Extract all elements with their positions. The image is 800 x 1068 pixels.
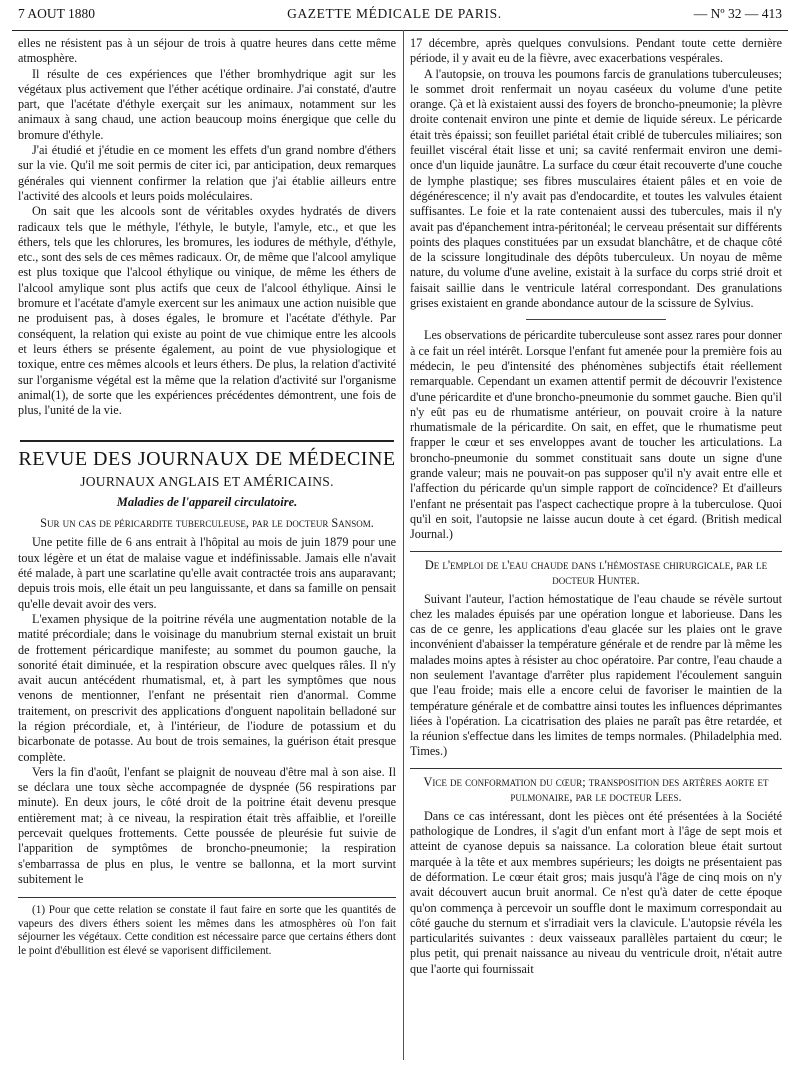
paragraph: L'examen physique de la poitrine révéla une augmentation notable de la matité précordiale; dans le voisinage du manubrium sternal existait un bruit de frottement péricardique manifeste; au sommet du poumon gauche, la sonorité était diminuée, et la respiration obscure avec quelques râles. Il n'y avait aucun antécédent rhumatismal, et, à part les symptômes que nous venons de mentionner, l'enfant ne présentait rien d'anormal. Comme traitement, on prescrivit des applications d'onguent napolitain belladoné sur la région précordiale, et, à l'intérieur, de l'iodure de potassium et du bicarbonate de potasse. Au bout de trois semaines, la guérison était presque complète.: [18, 611, 396, 764]
section-heading: [18, 440, 396, 510]
paragraph: J'ai étudié et j'étudie en ce moment les effets d'un grand nombre d'éthers sur la vie. Qu'il me soit permis de citer ici, par anticipation, deux remarques générales qui viennent confirmer la relation que j'ai établie ailleurs entre l'activité des alcools et leurs poids moléculaires.: [18, 143, 396, 203]
footnote: (1) Pour que cette relation se constate il faut faire en sorte que les quantités de vapeurs des divers éthers soient les mêmes dans les atmosphères où l'on fait séjourner les végétaux. Cette condition est nécessaire parce que certains éthers dont le point d'ébullition est élevé se vaporisent difficilement.: [18, 904, 396, 958]
page-header: [12, 6, 788, 31]
article-title: Sur un cas de péricardite tuberculeuse, par le docteur Sansom.: [40, 516, 374, 531]
paragraph: On sait que les alcools sont de véritables oxydes hydratés de divers radicaux tels que le méthyle, l'éthyle, le butyle, l'amyle, etc., et que les éthers, tels que les chlorures, les bromures, les iodures de méthyle, d'éthyle, etc., sont des sels de ces mêmes radicaux. Or, de même que l'alcool amylique est plus toxique que l'alcool éthylique ou vinique, de même les éthers de l'alcool amylique sont plus actifs que ceux de l'alcool éthylique. Ainsi le bromure et l'acétate d'amyle exercent sur les animaux une action nuisible que ne produisent pas, à doses égales, le bromure et l'acétate d'éthyle. Par conséquent, la relation qui existe au point de vue chimique entre les alcools et leurs éthers se présente également, au point de vue physiologique et toxique, entre ces mêmes alcools et leurs éthers. De plus, la relation d'activité sur l'organisme végétal est la même que la relation d'activité sur l'organisme animal(1), de sorte que les expériences précédentes démontrent, une fois de plus, l'unité de la vie.: [18, 204, 396, 418]
separator: [526, 319, 666, 320]
paragraph: Les observations de péricardite tuberculeuse sont assez rares pour donner à ce fait un réel intérêt. Lorsque l'enfant fut amenée pour la première fois au médecin, le peu d'intensité des phénomènes subjectifs était réellement remarquable. Cependant un examen attentif permit de découvrir l'existence d'une péricardite et d'une broncho-pneumonie du sommet gauche. Bien qu'il n'y eût pas eu de rhumatisme antérieur, on pouvait croire à la nature rhumatismale de la péricardite. On sait, en effet, que le rhumatisme peut frapper le cœur et ses enveloppes avant de toucher les articulations. La broncho-pneumonie du sommet constituait sans doute un signe d'une grande valeur; mais ne pouvait-on pas supposer qu'il n'y avait entre elle et l'affection du péricarde qu'un simple rapport de coïncidence? Et d'ailleurs l'enfant ne présentait pas l'aspect cachectique propre à la tuberculose. Quoi qu'il en soit, l'autopsie ne laisse aucun doute à cet égard. (British medical Journal.): [410, 328, 782, 542]
separator: [410, 768, 782, 769]
paragraph: Une petite fille de 6 ans entrait à l'hôpital au mois de juin 1879 pour une toux légère et un état de malaise vague et indéfinissable. Jamais elle n'avait été malade, à part une scarlatine qu'elle avait contractée trois ans auparavant; depuis trois mois, elle était un peu languissante, et dans sa famille on pensait qu'elle devait avoir des vers.: [18, 535, 396, 611]
section-title: REVUE DES JOURNAUX DE MÉDECINE: [18, 448, 396, 471]
header-date: 7 AOUT 1880: [18, 6, 96, 21]
article-title: Vice de conformation du cœur; transposition des artères aorte et pulmonaire, par le docteur Lees.: [423, 774, 769, 804]
newspaper-page: [12, 6, 788, 1062]
paragraph: A l'autopsie, on trouva les poumons farcis de granulations tuberculeuses; le sommet droit renfermait un noyau caséeux du volume d'une petite orange. Çà et là existaient aussi des foyers de broncho-pneumonie; la plèvre droite contenait environ une pinte et demie de liquide séreux. Le péricarde était très épaissi; son feuillet pariétal était criblé de tubercules miliaires; son feuillet viscéral était lisse et uni; sa cavité renfermait environ une demi-once d'un liquide jaunâtre. La surface du cœur était recouverte d'une couche de lymphe plastique; ses fibres musculaires étaient pâles et en voie de dégénérescence; il n'y avait pas d'endocardite, et toutes les valvules étaient suffisantes. Le foie et la rate contenaient aussi des tubercules, mais il n'y avait pas d'épanchement intra-péritonéal; le cerveau présentait sur différents points des plaques constituées par un exsudat blanchâtre, et de chaque côté de la scissure longitudinale des dépôts tuberculeux. Un noyau de même nature, du volume d'une aveline, existait à la surface du corps strié droit et faisait saillie dans le ventricule latéral correspondant. Des granulations grises existaient en grande abondance autour de la scissure de Sylvius.: [410, 66, 782, 311]
paragraph: Vers la fin d'août, l'enfant se plaignit de nouveau d'être mal à son aise. Il se déclara une toux sèche accompagnée de dyspnée (56 respirations par minute). En deux jours, le côté droit de la poitrine était devenu presque entièrement mat; à ce niveau, la respiration était très affaiblie, et l'oreille percevait quelques frottements. Cette poussée de pleurésie fut suivie de l'apparition de symptômes de broncho-pneumonie; la respiration s'embarrassa de plus en plus, le ventre se ballonna, et la mort survint subitement le: [18, 764, 396, 886]
paragraph: Dans ce cas intéressant, dont les pièces ont été présentées à la Société pathologique de Londres, il s'agit d'un enfant mort à l'âge de sept mois et atteint de cyanose depuis sa naissance. La coloration bleue était surtout marquée à la tête et aux membres supérieurs; les doigts ne présentaient pas de déformation. Le cœur était gros; mais jusqu'à l'âge de cinq mois on n'y avait découvert aucun bruit anormal. Ce n'est qu'à dater de cette époque qu'on commença à percevoir un souffle dont le maximum correspondait au côté gauche du sternum et s'irradiait vers la clavicule. L'autopsie révéla les particularités suivantes : deux vaisseaux parallèles partaient du cœur; le plus petit, qui prenait naissance au niveau du ventricule droit, n'était autre que l'aorte qui fournissait: [410, 808, 782, 976]
section-subtitle: JOURNAUX ANGLAIS ET AMÉRICAINS.: [80, 474, 334, 490]
footnote-rule: [18, 897, 396, 898]
header-title: GAZETTE MÉDICALE DE PARIS.: [287, 6, 502, 21]
header-issue: — Nº 32 — 413: [693, 6, 782, 21]
left-column: [18, 36, 396, 1056]
paragraph: Il résulte de ces expériences que l'éther bromhydrique agit sur les végétaux plus activement que l'éther acétique ordinaire. J'ai constaté, d'autre part, que l'acétate d'éthyle exerçait sur les animaux, notamment sur les animaux à sang chaud, une action beaucoup moins énergique que celle du bromure d'éthyle.: [18, 66, 396, 142]
right-column: [410, 36, 782, 1056]
section-rule: [20, 440, 394, 442]
section-topic: Maladies de l'appareil circulatoire.: [116, 495, 298, 510]
separator: [410, 551, 782, 552]
paragraph: Suivant l'auteur, l'action hémostatique de l'eau chaude se révèle surtout chez les malades épuisés par une opération longue et laborieuse. Dans les cas de ce genre, les applications d'eau glacée sur les plaies ont le grave inconvénient d'abaisser la température générale et de rendre par là même les malades moins aptes à résister au choc opératoire. Par contre, l'eau chaude a non seulement l'avantage d'arrêter plus rapidement l'écoulement sanguin que l'eau froide; mais elle a encore celui de favoriser le maintien de la température générale et de combattre ainsi toutes les influences déprimantes liées à l'opération. La cicatrisation des plaies ne paraît pas être retardée, et la réunion s'effectue dans les limites de temps normales. (Philadelphia med. Times.): [410, 591, 782, 759]
article-title: De l'emploi de l'eau chaude dans l'hémostase chirurgicale, par le docteur Hunter.: [424, 557, 768, 587]
paragraph: elles ne résistent pas à un séjour de trois à quatre heures dans cette même atmosphère.: [18, 36, 396, 66]
paragraph: 17 décembre, après quelques convulsions. Pendant toute cette dernière période, il y avait eu de la fièvre, avec exacerbations vespérales.: [410, 36, 782, 66]
